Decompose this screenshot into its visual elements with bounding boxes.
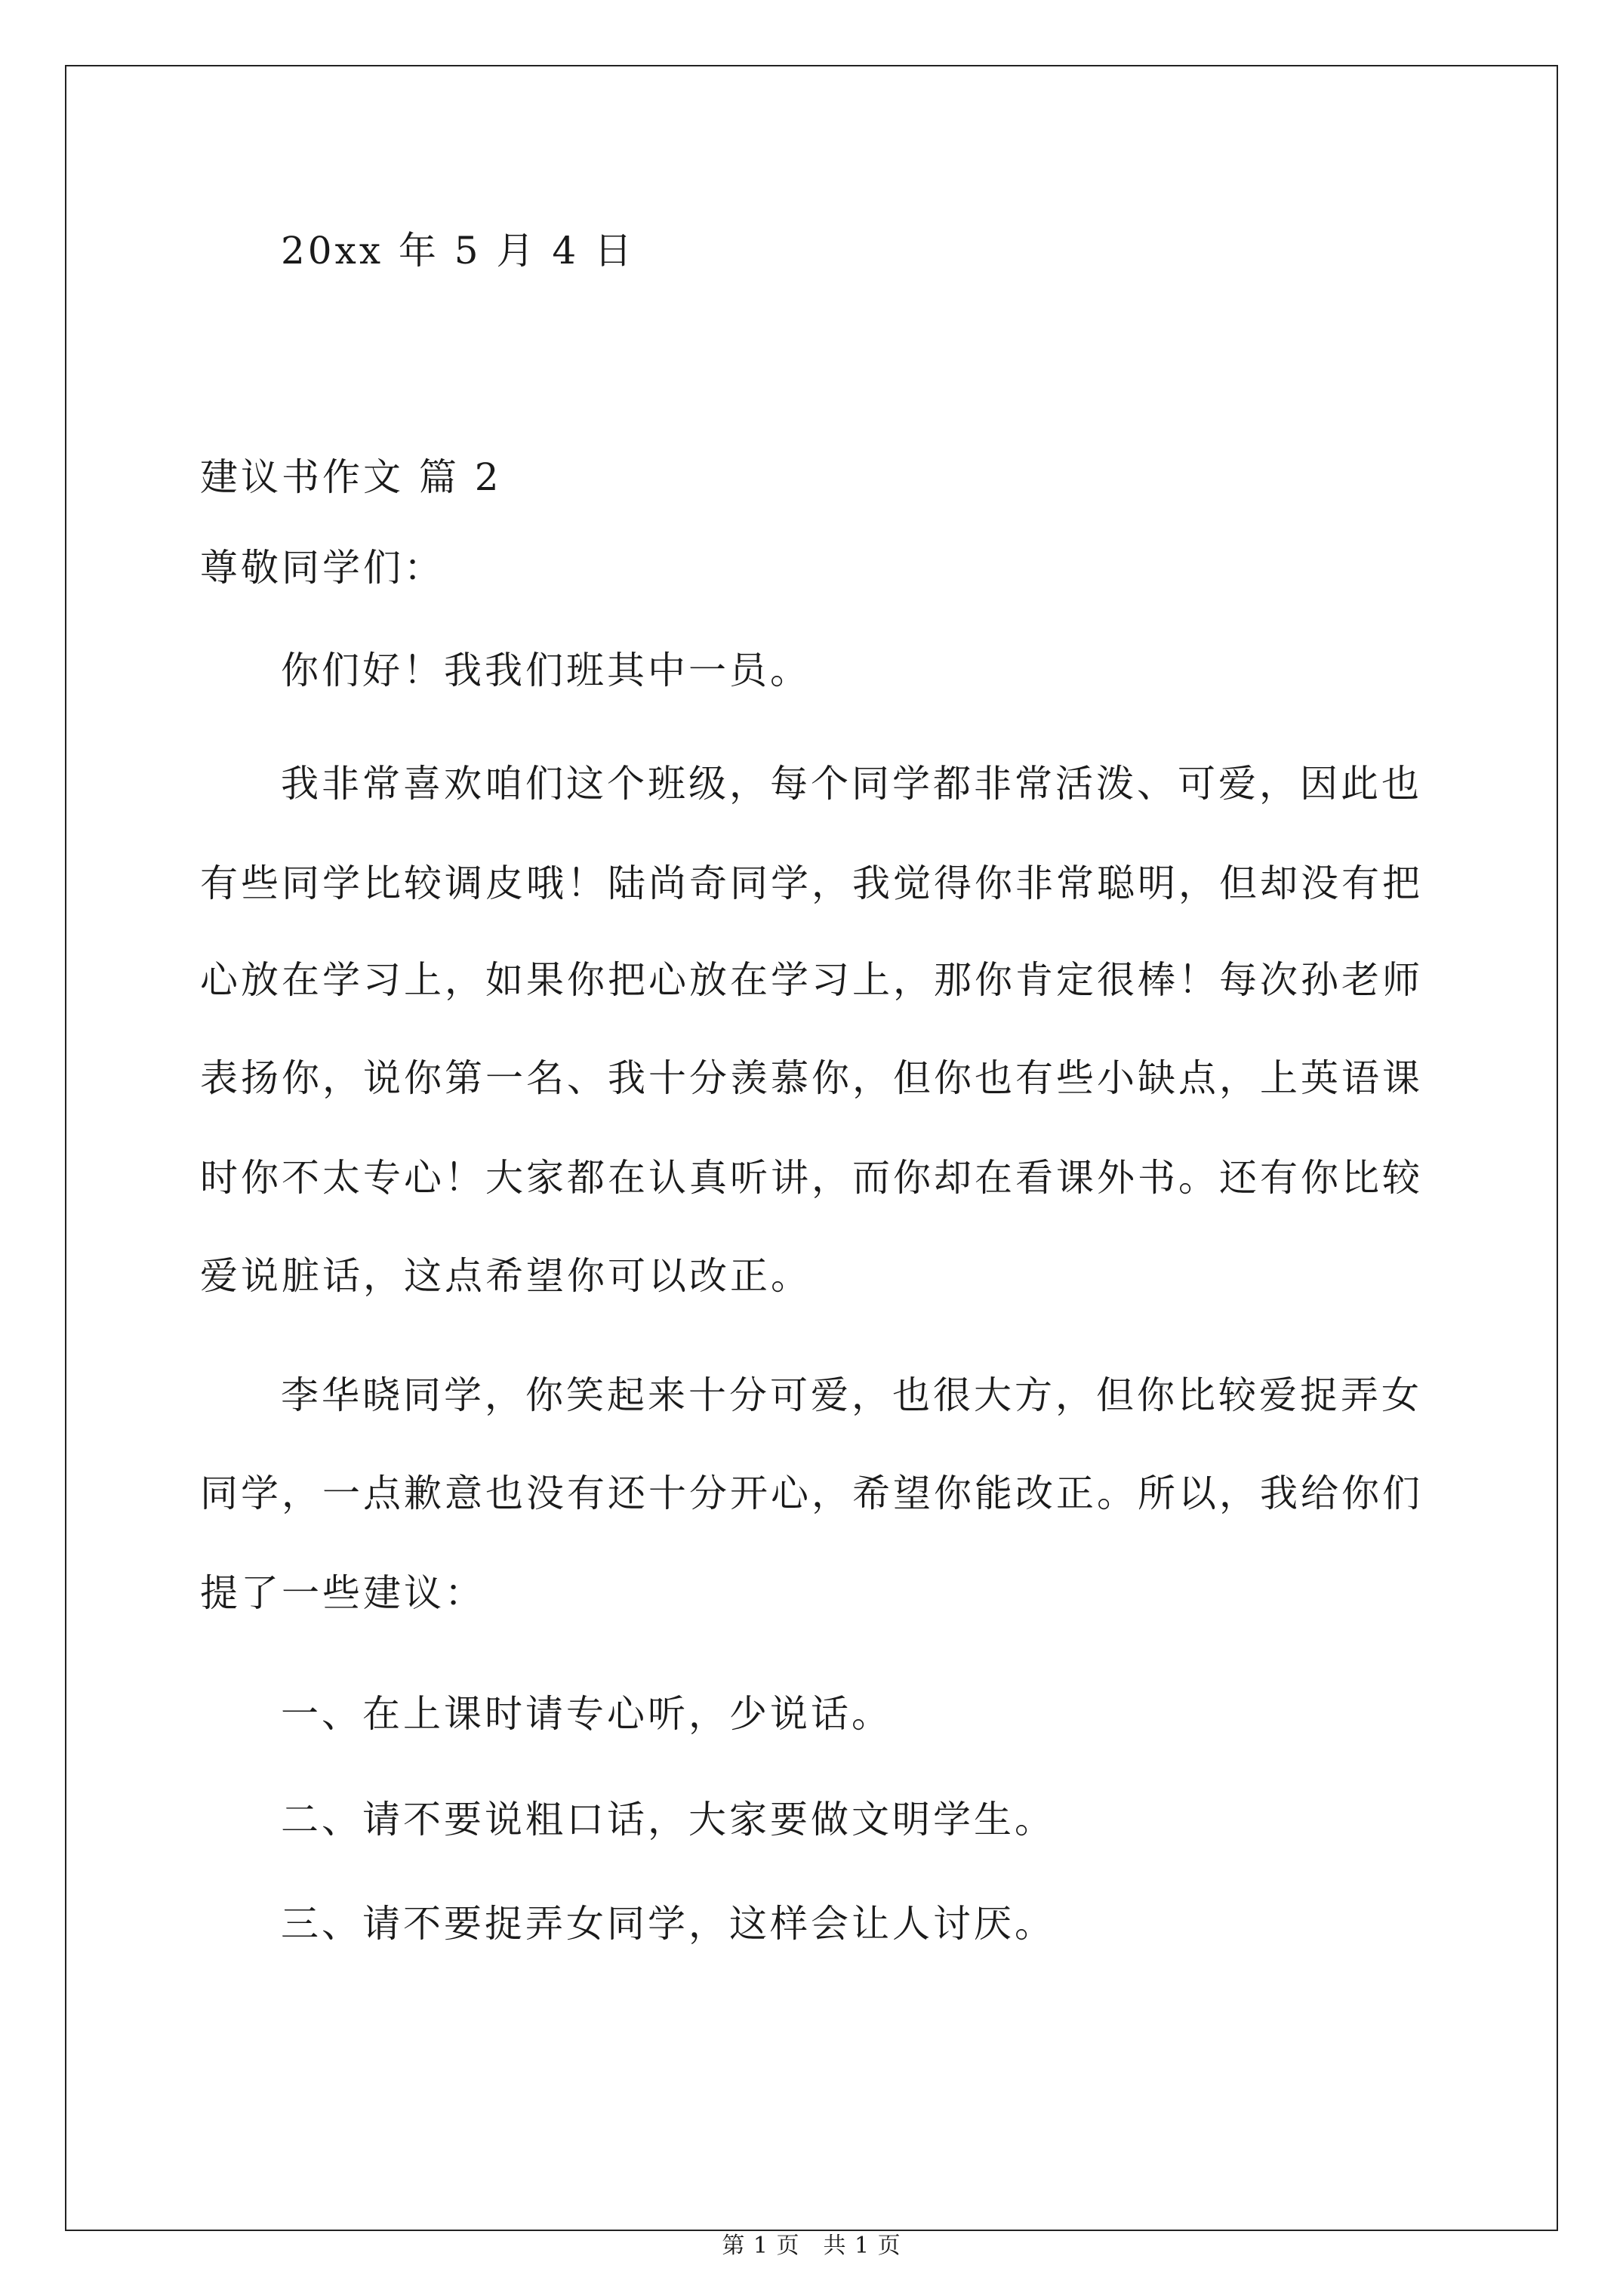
- paragraph-line: 有些同学比较调皮哦！陆尚奇同学，我觉得你非常聪明，但却没有把: [200, 861, 1423, 905]
- page-number: 第 1 页 共 1 页: [722, 2233, 901, 2259]
- paragraph-line: 心放在学习上，如果你把心放在学习上，那你肯定很棒！每次孙老师: [200, 958, 1423, 1002]
- paragraph-line: 同学，一点歉意也没有还十分开心，希望你能改正。所以，我给你们: [200, 1472, 1423, 1515]
- paragraph-line: 我非常喜欢咱们这个班级，每个同学都非常活泼、可爱，因此也: [281, 762, 1422, 806]
- paragraph-line: 李华晓同学，你笑起来十分可爱，也很大方，但你比较爱捉弄女: [281, 1373, 1422, 1417]
- salutation: 尊敬同学们：: [200, 546, 445, 590]
- paragraph-line: 表扬你，说你第一名、我十分羡慕你，但你也有些小缺点，上英语课: [200, 1056, 1423, 1100]
- list-item: 三、请不要捉弄女同学，这样会让人讨厌。: [281, 1902, 1055, 1946]
- paragraph-line: 爱说脏话，这点希望你可以改正。: [200, 1254, 812, 1298]
- section-title: 建议书作文 篇 2: [200, 455, 502, 499]
- list-item: 一、在上课时请专心听，少说话。: [281, 1692, 892, 1736]
- list-item: 二、请不要说粗口话，大家要做文明学生。: [281, 1798, 1055, 1841]
- paragraph-line: 时你不太专心！大家都在认真听讲，而你却在看课外书。还有你比较: [200, 1156, 1423, 1200]
- date-line: 20xx 年 5 月 4 日: [281, 229, 636, 273]
- paragraph-line: 提了一些建议：: [200, 1571, 485, 1615]
- paragraph-line: 你们好！我我们班其中一员。: [281, 649, 811, 692]
